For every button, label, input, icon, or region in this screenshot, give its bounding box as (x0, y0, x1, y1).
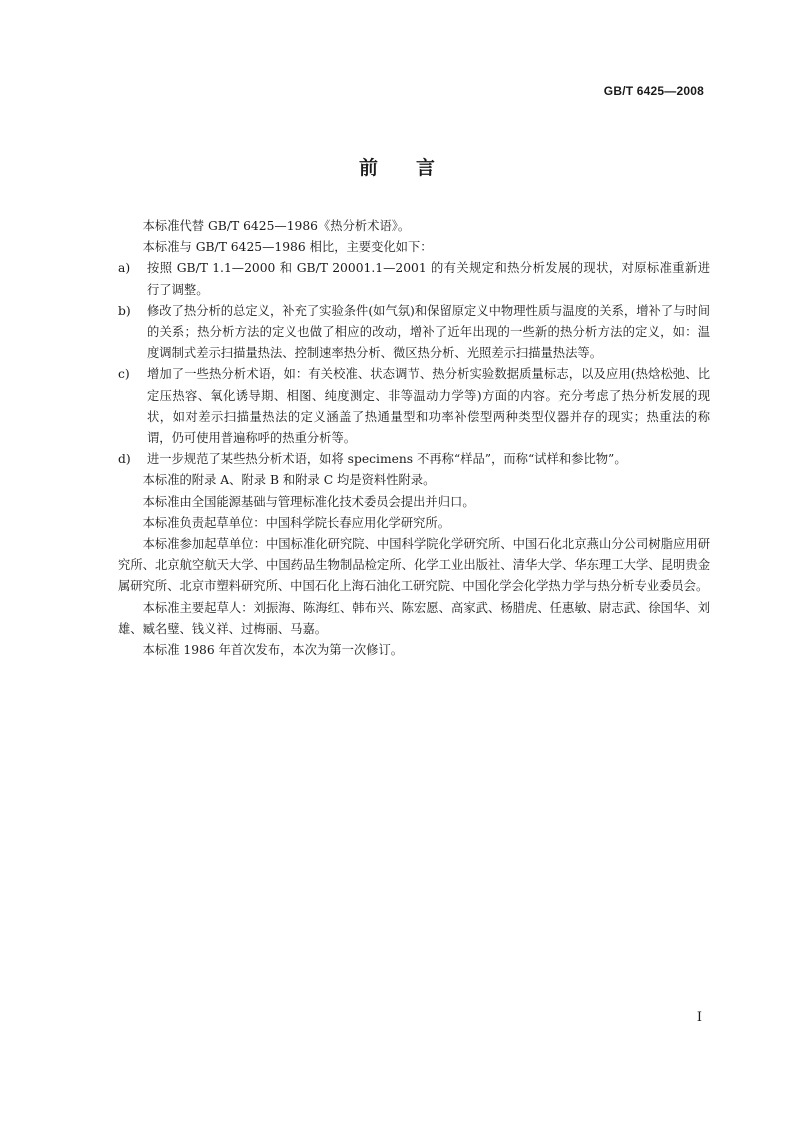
paragraph-participating-units: 本标准参加起草单位：中国标准化研究院、中国科学院化学研究所、中国石化北京燕山分公司树脂应用研究所、北京航空航天大学、中国药品生物制品检定所、化学工业出版社、清华大学、华东理工大学、昆明贵金属研究所、北京市塑料研究所、中国石化上海石油化工研究院、中国化学会化学热力学与热分析专业委员会。 (118, 537, 710, 594)
list-marker: b) (118, 303, 131, 318)
list-marker: d) (118, 452, 131, 467)
list-item (118, 364, 710, 449)
list-item (118, 258, 710, 300)
paragraph-drafting-unit: 本标准负责起草单位：中国科学院长春应用化学研究所。 (142, 515, 451, 530)
body-text (118, 216, 710, 661)
paragraph-proposer: 本标准由全国能源基础与管理标准化技术委员会提出并归口。 (142, 494, 475, 509)
list-item-text: 修改了热分析的总定义，补充了实验条件(如气氛)和保留原定义中物理性质与温度的关系，增补了与时间的关系；热分析方法的定义也做了相应的改动，增补了近年出现的一些新的热分析方法的定义，如：温度调制式差示扫描量热法、控制速率热分析、微区热分析、光照差示扫描量热法等。 (147, 303, 710, 361)
paragraph-history: 本标准 1986 年首次发布，本次为第一次修订。 (142, 643, 404, 658)
list-item-text: 进一步规范了某些热分析术语，如将 specimens 不再称“样品”，而称“试样和参比物”。 (147, 452, 627, 467)
list-item (118, 301, 710, 365)
paragraph-appendices: 本标准的附录 A、附录 B 和附录 C 均是资料性附录。 (142, 473, 436, 488)
paragraph-drafters: 本标准主要起草人：刘振海、陈海红、韩布兴、陈宏愿、高家武、杨腊虎、任惠敏、尉志武、徐国华、刘雄、臧名璧、钱义祥、过梅丽、马嘉。 (118, 600, 710, 636)
list-item-text: 按照 GB/T 1.1—2000 和 GB/T 20001.1—2001 的有关规定和热分析发展的现状，对原标准重新进行了调整。 (147, 261, 710, 297)
page-title: 前言 (358, 157, 473, 179)
list-item (118, 449, 710, 470)
paragraph-changes-intro: 本标准与 GB/T 6425—1986 相比，主要变化如下： (142, 240, 433, 255)
list-marker: a) (118, 261, 131, 276)
list-item-text: 增加了一些热分析术语，如：有关校准、状态调节、热分析实验数据质量标志，以及应用(热焓松弛、比定压热容、氧化诱导期、相图、纯度测定、非等温动力学等)方面的内容。充分考虑了热分析发展的现状，如对差示扫描量热法的定义涵盖了热通量型和功率补偿型两种类型仪器并存的现实；热重法的称谓，仍可使用普遍称呼的热重分析等。 (147, 367, 710, 446)
paragraph-replaces: 本标准代替 GB/T 6425—1986《热分析术语》。 (142, 219, 411, 233)
list-marker: c) (118, 367, 130, 382)
page-number: I (696, 1010, 702, 1025)
standard-number: GB/T 6425—2008 (603, 84, 704, 98)
